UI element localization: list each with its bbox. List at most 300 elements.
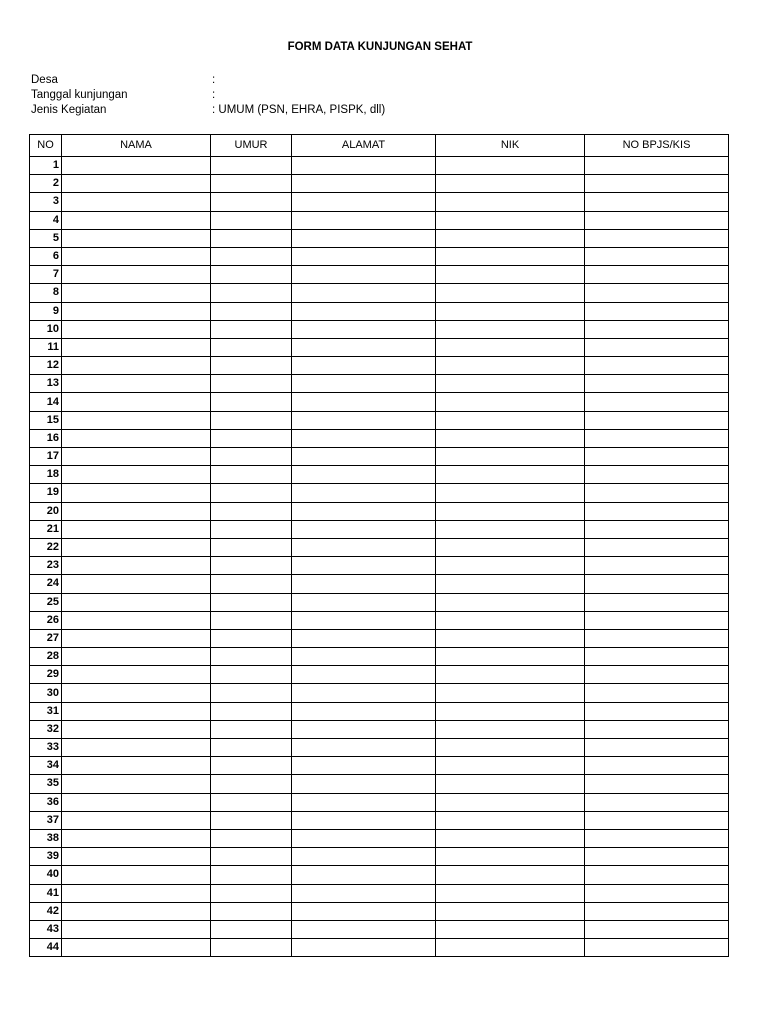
cell-umur[interactable] — [211, 266, 292, 284]
cell-nama[interactable] — [62, 302, 211, 320]
cell-alamat[interactable] — [292, 338, 436, 356]
cell-nama[interactable] — [62, 466, 211, 484]
cell-nik[interactable] — [436, 702, 585, 720]
row-number: 1 — [30, 157, 62, 175]
cell-umur[interactable] — [211, 775, 292, 793]
cell-no-bpjs-kis[interactable] — [585, 338, 729, 356]
cell-nama[interactable] — [62, 902, 211, 920]
cell-nik[interactable] — [436, 575, 585, 593]
cell-no-bpjs-kis[interactable] — [585, 866, 729, 884]
cell-nama[interactable] — [62, 829, 211, 847]
cell-nama[interactable] — [62, 411, 211, 429]
cell-nama[interactable] — [62, 666, 211, 684]
cell-umur[interactable] — [211, 284, 292, 302]
cell-no-bpjs-kis[interactable] — [585, 193, 729, 211]
cell-nama[interactable] — [62, 375, 211, 393]
cell-nama[interactable] — [62, 520, 211, 538]
row-number: 13 — [30, 375, 62, 393]
cell-nik[interactable] — [436, 175, 585, 193]
row-number: 39 — [30, 848, 62, 866]
cell-alamat[interactable] — [292, 793, 436, 811]
table-row — [30, 320, 729, 338]
row-number: 33 — [30, 739, 62, 757]
cell-alamat[interactable] — [292, 211, 436, 229]
cell-umur[interactable] — [211, 902, 292, 920]
cell-nama[interactable] — [62, 357, 211, 375]
cell-no-bpjs-kis[interactable] — [585, 157, 729, 175]
cell-nik[interactable] — [436, 902, 585, 920]
cell-no-bpjs-kis[interactable] — [585, 520, 729, 538]
cell-no-bpjs-kis[interactable] — [585, 393, 729, 411]
cell-nik[interactable] — [436, 629, 585, 647]
cell-nik[interactable] — [436, 302, 585, 320]
cell-nik[interactable] — [436, 266, 585, 284]
cell-nama[interactable] — [62, 538, 211, 556]
cell-umur[interactable] — [211, 811, 292, 829]
row-number: 29 — [30, 666, 62, 684]
cell-no-bpjs-kis[interactable] — [585, 411, 729, 429]
row-number: 32 — [30, 720, 62, 738]
table-row — [30, 193, 729, 211]
cell-alamat[interactable] — [292, 939, 436, 957]
row-number: 22 — [30, 538, 62, 556]
cell-nama[interactable] — [62, 866, 211, 884]
cell-nik[interactable] — [436, 593, 585, 611]
visit-data-table — [29, 134, 729, 957]
cell-alamat[interactable] — [292, 593, 436, 611]
row-number: 27 — [30, 629, 62, 647]
cell-no-bpjs-kis[interactable] — [585, 357, 729, 375]
cell-no-bpjs-kis[interactable] — [585, 429, 729, 447]
cell-umur[interactable] — [211, 702, 292, 720]
cell-nik[interactable] — [436, 338, 585, 356]
row-number: 21 — [30, 520, 62, 538]
cell-no-bpjs-kis[interactable] — [585, 484, 729, 502]
cell-nik[interactable] — [436, 429, 585, 447]
row-number: 40 — [30, 866, 62, 884]
cell-nama[interactable] — [62, 939, 211, 957]
cell-nik[interactable] — [436, 393, 585, 411]
row-number: 35 — [30, 775, 62, 793]
cell-no-bpjs-kis[interactable] — [585, 466, 729, 484]
cell-umur[interactable] — [211, 375, 292, 393]
cell-alamat[interactable] — [292, 866, 436, 884]
cell-nama[interactable] — [62, 702, 211, 720]
table-row — [30, 702, 729, 720]
cell-alamat[interactable] — [292, 666, 436, 684]
row-number: 30 — [30, 684, 62, 702]
cell-nik[interactable] — [436, 884, 585, 902]
cell-alamat[interactable] — [292, 357, 436, 375]
cell-nik[interactable] — [436, 829, 585, 847]
cell-no-bpjs-kis[interactable] — [585, 320, 729, 338]
row-number: 44 — [30, 939, 62, 957]
cell-nama[interactable] — [62, 811, 211, 829]
cell-no-bpjs-kis[interactable] — [585, 266, 729, 284]
cell-no-bpjs-kis[interactable] — [585, 575, 729, 593]
table-row — [30, 920, 729, 938]
cell-no-bpjs-kis[interactable] — [585, 902, 729, 920]
row-number: 18 — [30, 466, 62, 484]
field-jenis-value[interactable]: : UMUM (PSN, EHRA, PISPK, dll) — [212, 104, 386, 116]
cell-umur[interactable] — [211, 338, 292, 356]
cell-no-bpjs-kis[interactable] — [585, 757, 729, 775]
cell-nama[interactable] — [62, 211, 211, 229]
table-row — [30, 557, 729, 575]
row-number: 34 — [30, 757, 62, 775]
cell-alamat[interactable] — [292, 320, 436, 338]
table-row — [30, 684, 729, 702]
cell-nama[interactable] — [62, 848, 211, 866]
cell-nama[interactable] — [62, 229, 211, 247]
cell-nama[interactable] — [62, 284, 211, 302]
cell-alamat[interactable] — [292, 648, 436, 666]
table-row — [30, 648, 729, 666]
cell-alamat[interactable] — [292, 557, 436, 575]
cell-nik[interactable] — [436, 684, 585, 702]
cell-umur[interactable] — [211, 429, 292, 447]
cell-nik[interactable] — [436, 411, 585, 429]
cell-no-bpjs-kis[interactable] — [585, 502, 729, 520]
cell-alamat[interactable] — [292, 266, 436, 284]
row-number: 2 — [30, 175, 62, 193]
cell-nama[interactable] — [62, 175, 211, 193]
cell-nik[interactable] — [436, 229, 585, 247]
cell-nama[interactable] — [62, 739, 211, 757]
cell-nik[interactable] — [436, 775, 585, 793]
table-row — [30, 175, 729, 193]
cell-nama[interactable] — [62, 720, 211, 738]
cell-umur[interactable] — [211, 229, 292, 247]
cell-umur[interactable] — [211, 393, 292, 411]
cell-alamat[interactable] — [292, 284, 436, 302]
cell-no-bpjs-kis[interactable] — [585, 611, 729, 629]
cell-nama[interactable] — [62, 629, 211, 647]
table-row — [30, 338, 729, 356]
cell-no-bpjs-kis[interactable] — [585, 229, 729, 247]
cell-alamat[interactable] — [292, 611, 436, 629]
field-desa-label: Desa — [31, 74, 58, 86]
row-number: 15 — [30, 411, 62, 429]
row-number: 36 — [30, 793, 62, 811]
cell-alamat[interactable] — [292, 902, 436, 920]
table-row — [30, 229, 729, 247]
cell-umur[interactable] — [211, 157, 292, 175]
column-header-umur: UMUR — [211, 135, 292, 157]
cell-umur[interactable] — [211, 575, 292, 593]
cell-nik[interactable] — [436, 739, 585, 757]
cell-nik[interactable] — [436, 284, 585, 302]
cell-alamat[interactable] — [292, 157, 436, 175]
cell-no-bpjs-kis[interactable] — [585, 648, 729, 666]
cell-umur[interactable] — [211, 557, 292, 575]
cell-umur[interactable] — [211, 648, 292, 666]
row-number: 43 — [30, 920, 62, 938]
column-header-nik: NIK — [436, 135, 585, 157]
cell-no-bpjs-kis[interactable] — [585, 593, 729, 611]
table-row — [30, 538, 729, 556]
cell-nama[interactable] — [62, 157, 211, 175]
cell-alamat[interactable] — [292, 575, 436, 593]
cell-nik[interactable] — [436, 757, 585, 775]
cell-nik[interactable] — [436, 520, 585, 538]
cell-nik[interactable] — [436, 375, 585, 393]
cell-no-bpjs-kis[interactable] — [585, 793, 729, 811]
cell-umur[interactable] — [211, 247, 292, 265]
field-desa-value[interactable]: : — [212, 74, 216, 86]
cell-alamat[interactable] — [292, 884, 436, 902]
cell-alamat[interactable] — [292, 629, 436, 647]
cell-no-bpjs-kis[interactable] — [585, 684, 729, 702]
table-header-row — [30, 135, 729, 157]
cell-nama[interactable] — [62, 266, 211, 284]
cell-nik[interactable] — [436, 648, 585, 666]
cell-alamat[interactable] — [292, 193, 436, 211]
table-row — [30, 811, 729, 829]
cell-umur[interactable] — [211, 793, 292, 811]
cell-no-bpjs-kis[interactable] — [585, 557, 729, 575]
cell-umur[interactable] — [211, 684, 292, 702]
cell-umur[interactable] — [211, 411, 292, 429]
cell-no-bpjs-kis[interactable] — [585, 848, 729, 866]
cell-nik[interactable] — [436, 920, 585, 938]
cell-nik[interactable] — [436, 866, 585, 884]
cell-alamat[interactable] — [292, 920, 436, 938]
cell-no-bpjs-kis[interactable] — [585, 538, 729, 556]
cell-no-bpjs-kis[interactable] — [585, 247, 729, 265]
cell-umur[interactable] — [211, 538, 292, 556]
cell-alamat[interactable] — [292, 229, 436, 247]
row-number: 16 — [30, 429, 62, 447]
cell-nama[interactable] — [62, 247, 211, 265]
cell-alamat[interactable] — [292, 502, 436, 520]
table-row — [30, 629, 729, 647]
cell-no-bpjs-kis[interactable] — [585, 211, 729, 229]
table-row — [30, 775, 729, 793]
cell-umur[interactable] — [211, 866, 292, 884]
table-row — [30, 939, 729, 957]
cell-nama[interactable] — [62, 484, 211, 502]
cell-nama[interactable] — [62, 393, 211, 411]
cell-no-bpjs-kis[interactable] — [585, 175, 729, 193]
table-row — [30, 247, 729, 265]
cell-nik[interactable] — [436, 502, 585, 520]
cell-alamat[interactable] — [292, 429, 436, 447]
field-tanggal-value[interactable]: : — [212, 89, 216, 101]
cell-nama[interactable] — [62, 920, 211, 938]
cell-no-bpjs-kis[interactable] — [585, 375, 729, 393]
cell-alamat[interactable] — [292, 739, 436, 757]
table-row — [30, 429, 729, 447]
cell-umur[interactable] — [211, 611, 292, 629]
cell-umur[interactable] — [211, 302, 292, 320]
row-number: 17 — [30, 448, 62, 466]
cell-nama[interactable] — [62, 593, 211, 611]
table-row — [30, 884, 729, 902]
row-number: 9 — [30, 302, 62, 320]
table-row — [30, 411, 729, 429]
cell-nama[interactable] — [62, 648, 211, 666]
cell-alamat[interactable] — [292, 302, 436, 320]
row-number: 31 — [30, 702, 62, 720]
cell-nik[interactable] — [436, 357, 585, 375]
column-header-alamat: ALAMAT — [292, 135, 436, 157]
cell-nik[interactable] — [436, 193, 585, 211]
cell-umur[interactable] — [211, 593, 292, 611]
cell-umur[interactable] — [211, 211, 292, 229]
cell-nama[interactable] — [62, 502, 211, 520]
column-header-nama: NAMA — [62, 135, 211, 157]
row-number: 37 — [30, 811, 62, 829]
cell-umur[interactable] — [211, 920, 292, 938]
table-row — [30, 375, 729, 393]
row-number: 8 — [30, 284, 62, 302]
cell-nik[interactable] — [436, 538, 585, 556]
cell-nik[interactable] — [436, 811, 585, 829]
cell-umur[interactable] — [211, 666, 292, 684]
cell-nama[interactable] — [62, 557, 211, 575]
cell-alamat[interactable] — [292, 684, 436, 702]
row-number: 3 — [30, 193, 62, 211]
cell-umur[interactable] — [211, 939, 292, 957]
field-tanggal-label: Tanggal kunjungan — [31, 89, 128, 101]
cell-nik[interactable] — [436, 939, 585, 957]
cell-umur[interactable] — [211, 848, 292, 866]
cell-umur[interactable] — [211, 466, 292, 484]
cell-alamat[interactable] — [292, 757, 436, 775]
column-header-no: NO — [30, 135, 62, 157]
row-number: 10 — [30, 320, 62, 338]
cell-nik[interactable] — [436, 484, 585, 502]
cell-alamat[interactable] — [292, 247, 436, 265]
cell-umur[interactable] — [211, 884, 292, 902]
table-row — [30, 157, 729, 175]
cell-umur[interactable] — [211, 520, 292, 538]
table-row — [30, 739, 729, 757]
cell-umur[interactable] — [211, 739, 292, 757]
table-row — [30, 666, 729, 684]
cell-umur[interactable] — [211, 829, 292, 847]
cell-alamat[interactable] — [292, 775, 436, 793]
cell-nik[interactable] — [436, 157, 585, 175]
cell-umur[interactable] — [211, 448, 292, 466]
cell-nik[interactable] — [436, 793, 585, 811]
cell-umur[interactable] — [211, 502, 292, 520]
row-number: 7 — [30, 266, 62, 284]
cell-nama[interactable] — [62, 793, 211, 811]
cell-no-bpjs-kis[interactable] — [585, 302, 729, 320]
cell-alamat[interactable] — [292, 848, 436, 866]
cell-nik[interactable] — [436, 611, 585, 629]
row-number: 42 — [30, 902, 62, 920]
cell-nik[interactable] — [436, 557, 585, 575]
cell-nik[interactable] — [436, 666, 585, 684]
cell-nik[interactable] — [436, 448, 585, 466]
cell-nik[interactable] — [436, 320, 585, 338]
cell-nama[interactable] — [62, 684, 211, 702]
cell-nama[interactable] — [62, 338, 211, 356]
table-row — [30, 266, 729, 284]
row-number: 5 — [30, 229, 62, 247]
cell-umur[interactable] — [211, 193, 292, 211]
row-number: 12 — [30, 357, 62, 375]
cell-alamat[interactable] — [292, 375, 436, 393]
row-number: 26 — [30, 611, 62, 629]
cell-alamat[interactable] — [292, 448, 436, 466]
table-row — [30, 520, 729, 538]
cell-alamat[interactable] — [292, 393, 436, 411]
cell-no-bpjs-kis[interactable] — [585, 702, 729, 720]
cell-umur[interactable] — [211, 720, 292, 738]
cell-alamat[interactable] — [292, 829, 436, 847]
table-row — [30, 393, 729, 411]
cell-alamat[interactable] — [292, 466, 436, 484]
cell-no-bpjs-kis[interactable] — [585, 939, 729, 957]
cell-alamat[interactable] — [292, 411, 436, 429]
cell-no-bpjs-kis[interactable] — [585, 884, 729, 902]
cell-no-bpjs-kis[interactable] — [585, 666, 729, 684]
cell-alamat[interactable] — [292, 520, 436, 538]
cell-nama[interactable] — [62, 611, 211, 629]
cell-no-bpjs-kis[interactable] — [585, 811, 729, 829]
cell-nik[interactable] — [436, 720, 585, 738]
cell-nik[interactable] — [436, 466, 585, 484]
row-number: 11 — [30, 338, 62, 356]
cell-umur[interactable] — [211, 757, 292, 775]
cell-no-bpjs-kis[interactable] — [585, 284, 729, 302]
cell-nama[interactable] — [62, 448, 211, 466]
cell-alamat[interactable] — [292, 811, 436, 829]
cell-nik[interactable] — [436, 211, 585, 229]
row-number: 28 — [30, 648, 62, 666]
table-row — [30, 757, 729, 775]
cell-no-bpjs-kis[interactable] — [585, 629, 729, 647]
cell-nama[interactable] — [62, 775, 211, 793]
cell-no-bpjs-kis[interactable] — [585, 448, 729, 466]
cell-no-bpjs-kis[interactable] — [585, 775, 729, 793]
cell-nama[interactable] — [62, 320, 211, 338]
row-number: 20 — [30, 502, 62, 520]
cell-umur[interactable] — [211, 175, 292, 193]
cell-nik[interactable] — [436, 247, 585, 265]
cell-alamat[interactable] — [292, 175, 436, 193]
cell-no-bpjs-kis[interactable] — [585, 720, 729, 738]
cell-nama[interactable] — [62, 575, 211, 593]
form-title: FORM DATA KUNJUNGAN SEHAT — [287, 41, 473, 53]
cell-umur[interactable] — [211, 484, 292, 502]
table-row — [30, 866, 729, 884]
table-row — [30, 284, 729, 302]
cell-no-bpjs-kis[interactable] — [585, 739, 729, 757]
table-row — [30, 357, 729, 375]
cell-umur[interactable] — [211, 629, 292, 647]
cell-no-bpjs-kis[interactable] — [585, 829, 729, 847]
cell-alamat[interactable] — [292, 720, 436, 738]
cell-umur[interactable] — [211, 320, 292, 338]
cell-nik[interactable] — [436, 848, 585, 866]
cell-no-bpjs-kis[interactable] — [585, 920, 729, 938]
cell-umur[interactable] — [211, 357, 292, 375]
cell-nama[interactable] — [62, 429, 211, 447]
cell-nama[interactable] — [62, 757, 211, 775]
cell-alamat[interactable] — [292, 702, 436, 720]
cell-nama[interactable] — [62, 884, 211, 902]
row-number: 14 — [30, 393, 62, 411]
cell-alamat[interactable] — [292, 538, 436, 556]
row-number: 24 — [30, 575, 62, 593]
cell-alamat[interactable] — [292, 484, 436, 502]
cell-nama[interactable] — [62, 193, 211, 211]
